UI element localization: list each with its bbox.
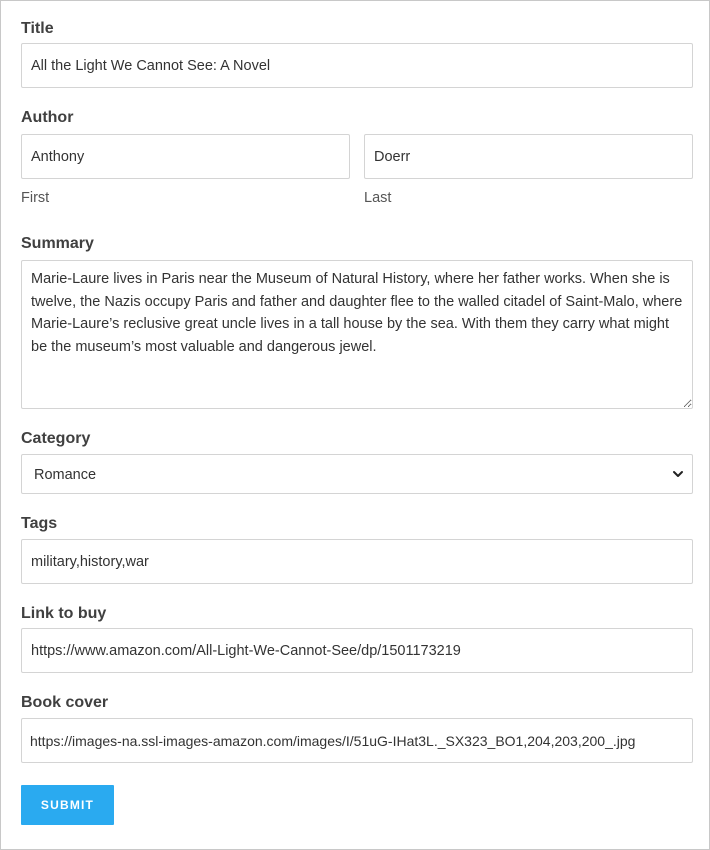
author-label: Author	[21, 109, 74, 126]
tags-label: Tags	[21, 515, 58, 532]
author-last-caption: Last	[364, 190, 392, 206]
summary-label: Summary	[21, 235, 94, 252]
submit-button[interactable]: SUBMIT	[21, 785, 114, 825]
link-input[interactable]	[21, 628, 693, 673]
title-label: Title	[21, 20, 54, 37]
cover-label: Book cover	[21, 694, 109, 711]
author-last-input[interactable]	[364, 134, 693, 179]
chevron-down-icon	[671, 467, 685, 481]
author-first-input[interactable]	[21, 134, 350, 179]
author-first-caption: First	[21, 190, 50, 206]
category-selected-value: Romance	[34, 467, 97, 483]
summary-textarea[interactable]	[21, 260, 693, 409]
title-input[interactable]	[21, 43, 693, 88]
tags-input[interactable]	[21, 539, 693, 584]
cover-input[interactable]	[21, 718, 693, 763]
category-label: Category	[21, 430, 91, 447]
category-select[interactable]	[21, 454, 693, 494]
link-label: Link to buy	[21, 605, 107, 622]
